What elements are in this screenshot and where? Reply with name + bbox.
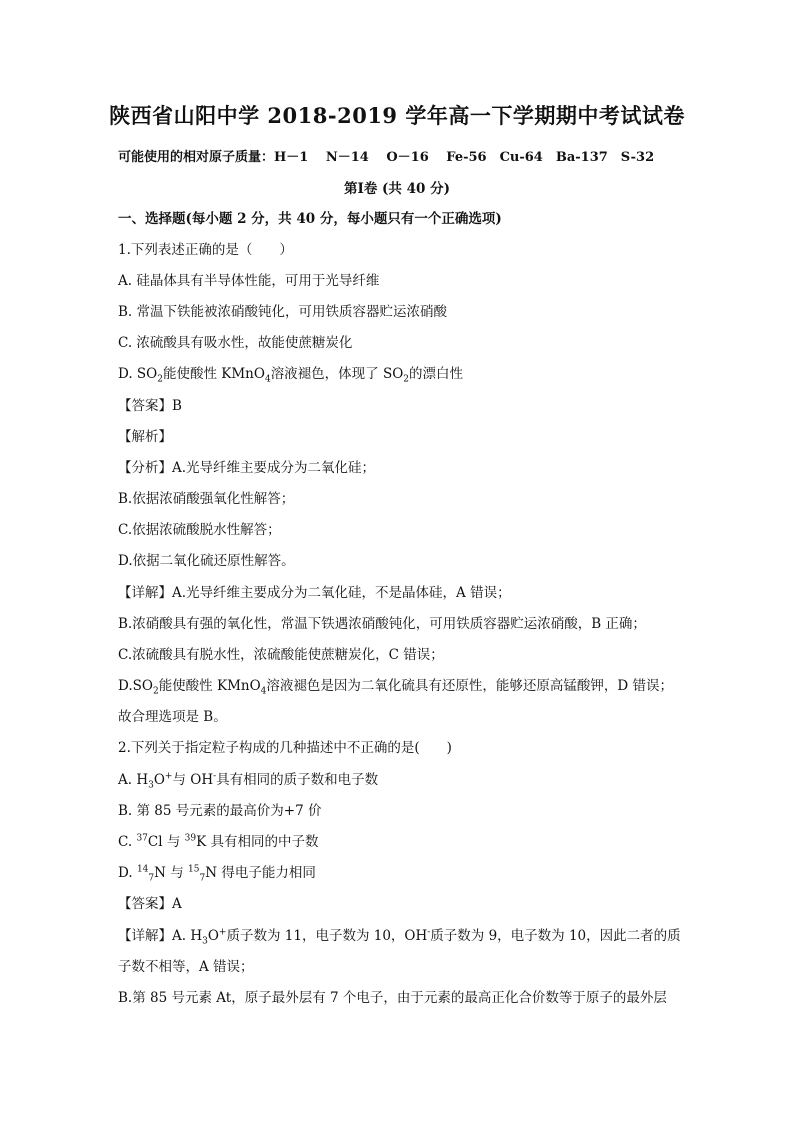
- subscript: 2: [152, 686, 159, 697]
- text-run: 【详解】A. H: [118, 928, 203, 944]
- text-run: D. SO: [118, 366, 158, 382]
- superscript: -: [427, 927, 431, 938]
- subscript: 2: [157, 374, 163, 385]
- superscript: 15: [188, 864, 200, 875]
- subscript: 7: [199, 873, 206, 884]
- q1-detail-2: B.浓硝酸具有强的氧化性，常温下铁遇浓硝酸钝化，可用铁质容器贮运浓硝酸，B 正确；: [118, 616, 646, 632]
- q1-detail-4: [118, 674, 674, 697]
- atomic-masses-line: 可能使用的相对原子质量：H－1 N－14 O－16 Fe-56 Cu-64 Ba-137 S-32: [118, 150, 655, 165]
- superscript: -: [213, 771, 217, 782]
- q2-option-a: [118, 768, 379, 791]
- q1-option-d: [118, 362, 464, 385]
- text-run: 与 OH: [172, 772, 214, 788]
- text-run: 溶液褪色是因为二氧化硫具有还原性，能够还原高锰酸钾，D 错误；: [266, 678, 674, 694]
- subscript: 4: [264, 374, 271, 385]
- q1-detail-1: 【详解】A.光导纤维主要成分为二氧化硅，不是晶体硅，A 错误；: [118, 585, 511, 601]
- q1-fenxi-3: C.依据浓硫酸脱水性解答；: [118, 522, 281, 538]
- subscript: 3: [148, 780, 154, 791]
- superscript: 39: [184, 833, 197, 844]
- text-run: O: [153, 772, 165, 788]
- q1-option-b: B. 常温下铁能被浓硝酸钝化，可用铁质容器贮运浓硝酸: [118, 304, 448, 320]
- q1-option-c: C. 浓硫酸具有吸水性，故能使蔗糖炭化: [118, 335, 353, 351]
- subscript: 7: [148, 873, 155, 884]
- text-run: Cl 与: [147, 834, 185, 850]
- subscript: 4: [260, 686, 267, 697]
- q2-detail-3: B.第 85 号元素 At，原子最外层有 7 个电子，由于元素的最高正化合价数等于原子的最外层: [118, 990, 667, 1006]
- q2-option-d: [118, 861, 316, 884]
- text-run: 质子数为 9，电子数为 10，因此二者的质: [430, 928, 681, 944]
- section-title: 一、选择题(每小题 2 分，共 40 分，每小题只有一个正确选项): [118, 211, 502, 227]
- q1-fenxi-2: B.依据浓硝酸强氧化性解答；: [118, 491, 295, 507]
- q1-answer: 【答案】B: [118, 398, 182, 414]
- text-run: 能使酸性 KMnO: [162, 366, 265, 382]
- subscript: 3: [202, 936, 208, 947]
- q2-option-c: [118, 830, 318, 850]
- q1-fenxi-4: D.依据二氧化硫还原性解答。: [118, 553, 295, 569]
- part-title: 第Ⅰ卷 (共 40 分): [344, 181, 450, 197]
- q2-detail-1: [118, 924, 681, 947]
- q2-answer: 【答案】A: [118, 896, 182, 912]
- superscript: +: [164, 771, 173, 782]
- question-1-stem: 1.下列表述正确的是（ ）: [118, 242, 293, 258]
- text-run: 质子数为 11，电子数为 10，OH: [226, 928, 428, 944]
- q1-detail-5: 故合理选项是 B。: [118, 709, 227, 725]
- q1-option-a: A. 硅晶体具有半导体性能，可用于光导纤维: [118, 273, 380, 289]
- question-2-stem: 2.下列关于指定粒子构成的几种描述中不正确的是( ): [118, 740, 452, 756]
- text-run: D.: [118, 865, 137, 881]
- text-run: C.: [118, 834, 137, 850]
- text-run: N 与: [154, 865, 189, 881]
- superscript: 14: [136, 864, 149, 875]
- superscript: 37: [136, 833, 148, 844]
- text-run: N 得电子能力相同: [205, 865, 316, 881]
- text-run: 的漂白性: [409, 366, 464, 382]
- subscript: 2: [403, 374, 410, 385]
- text-run: 能使酸性 KMnO: [158, 678, 261, 694]
- text-run: 溶液褪色，体现了 SO: [270, 366, 404, 382]
- superscript: +: [218, 927, 227, 938]
- text-run: K 具有相同的中子数: [196, 834, 319, 850]
- q1-fenxi-1: 【分析】A.光导纤维主要成分为二氧化硅；: [118, 460, 376, 476]
- q1-analysis-label: 【解析】: [118, 429, 172, 445]
- page-title: 陕西省山阳中学 2018-2019 学年高一下学期期中考试试卷: [109, 103, 685, 128]
- q1-detail-3: C.浓硫酸具有脱水性，浓硫酸能使蔗糖炭化，C 错误；: [118, 647, 444, 663]
- text-run: 具有相同的质子数和电子数: [216, 772, 379, 788]
- text-run: A. H: [118, 772, 149, 788]
- text-run: D.SO: [118, 678, 153, 694]
- text-run: O: [207, 928, 219, 944]
- q2-option-b: B. 第 85 号元素的最高价为+7 价: [118, 803, 322, 819]
- q2-detail-2: 子数不相等，A 错误；: [118, 959, 254, 975]
